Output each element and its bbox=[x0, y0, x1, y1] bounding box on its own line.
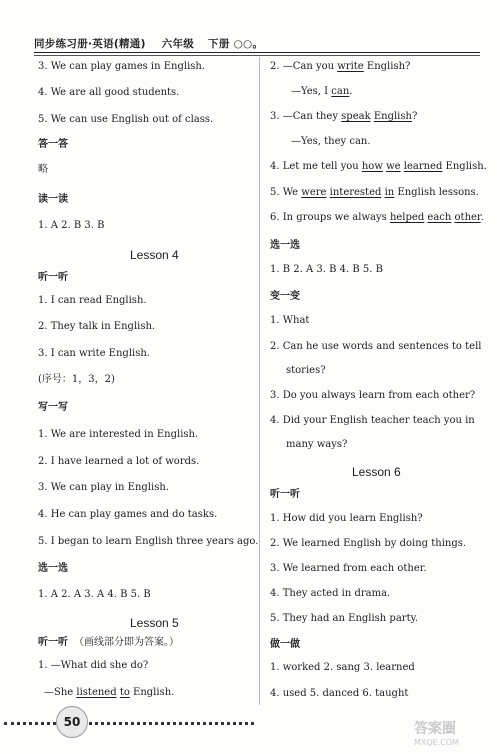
text-segment: 6. In groups we always bbox=[270, 212, 390, 223]
answer-line bbox=[38, 113, 213, 127]
answer-line bbox=[38, 86, 179, 100]
underlined-answer: to bbox=[119, 687, 130, 698]
text-segment: 2. —Can you bbox=[270, 61, 338, 72]
answer-line bbox=[44, 686, 174, 700]
answer-line bbox=[270, 160, 487, 174]
book-title: 同步练习册·英语(精通) bbox=[34, 38, 146, 50]
footer-dotted-line bbox=[4, 722, 254, 729]
text-segment: 1. How did you learn English? bbox=[270, 513, 423, 524]
text-segment: 做一做 bbox=[270, 639, 300, 650]
text-segment: English. bbox=[442, 161, 487, 172]
answer-line bbox=[38, 481, 169, 495]
lesson-heading bbox=[130, 248, 179, 262]
underlined-answer: other bbox=[454, 212, 481, 223]
section-heading bbox=[38, 138, 68, 152]
answer-line bbox=[270, 687, 408, 701]
header-rule-thin bbox=[34, 55, 480, 56]
text-segment: 写一写 bbox=[38, 402, 68, 413]
watermark-title: 答案圈 bbox=[414, 721, 456, 737]
underlined-answer: interested bbox=[329, 187, 382, 198]
text-segment: 3. We learned from each other. bbox=[270, 563, 427, 574]
text-segment: —She bbox=[44, 687, 77, 698]
answer-line bbox=[38, 659, 148, 673]
section-heading bbox=[270, 638, 300, 652]
text-segment: —Yes, I bbox=[291, 86, 332, 97]
underlined-answer: in bbox=[384, 187, 395, 198]
text-segment: ? bbox=[411, 111, 418, 122]
section-heading bbox=[38, 562, 68, 576]
header-rule bbox=[34, 52, 480, 53]
text-segment: . bbox=[349, 86, 353, 97]
answer-line bbox=[270, 263, 383, 277]
underlined-answer: write bbox=[337, 61, 364, 72]
text-segment: 4. He can play games and do tasks. bbox=[38, 509, 218, 520]
underlined-answer: English bbox=[373, 111, 412, 122]
text-segment: 1. A 2. B 3. B bbox=[38, 220, 105, 231]
answer-line bbox=[270, 587, 390, 601]
text-segment: Lesson 6 bbox=[352, 465, 401, 479]
text-segment: stories? bbox=[286, 365, 326, 376]
text-segment: 1. B 2. A 3. B 4. B 5. B bbox=[270, 264, 383, 275]
text-segment: 4. They acted in drama. bbox=[270, 588, 391, 599]
section-heading bbox=[38, 401, 68, 415]
text-segment: 4. used 5. danced 6. taught bbox=[270, 688, 409, 699]
text-segment: 1. We are interested in English. bbox=[38, 429, 199, 440]
text-segment: 1. What bbox=[270, 315, 310, 326]
answer-line bbox=[270, 340, 481, 354]
lesson-heading bbox=[352, 465, 401, 479]
text-segment: 5. We bbox=[270, 187, 302, 198]
text-segment: 1. worked 2. sang 3. learned bbox=[270, 662, 415, 673]
text-segment: 听一听 bbox=[38, 272, 68, 283]
section-heading bbox=[270, 290, 300, 304]
section-heading bbox=[270, 239, 300, 253]
answer-line bbox=[38, 428, 198, 442]
answer-line bbox=[270, 414, 475, 428]
answer-line bbox=[291, 135, 371, 149]
text-segment: 2. Can he use words and sentences to tell bbox=[270, 341, 482, 352]
answer-line bbox=[38, 588, 151, 602]
text-segment: 2. I have learned a lot of words. bbox=[38, 456, 200, 467]
answer-line bbox=[270, 211, 484, 225]
answer-line bbox=[270, 562, 427, 576]
text-segment: 略 bbox=[38, 164, 48, 175]
underlined-answer: listened bbox=[76, 687, 117, 698]
answer-line bbox=[38, 163, 48, 177]
text-segment: Lesson 5 bbox=[130, 616, 179, 630]
text-segment: . bbox=[480, 212, 484, 223]
text-segment: 3. I can write English. bbox=[38, 348, 150, 359]
volume-label: 下册 ○○。 bbox=[208, 38, 264, 50]
instruction-note: （画线部分即为答案。） bbox=[74, 637, 179, 648]
text-segment: 答一答 bbox=[38, 139, 68, 150]
underlined-answer: how bbox=[361, 161, 383, 172]
text-segment: 4. Let me tell you bbox=[270, 161, 362, 172]
answer-line bbox=[270, 389, 475, 403]
answer-line bbox=[270, 186, 479, 200]
underlined-answer: each bbox=[427, 212, 452, 223]
answer-line bbox=[291, 85, 352, 99]
text-segment: 1. A 2. A 3. A 4. B 5. B bbox=[38, 589, 151, 600]
text-segment: 选一选 bbox=[270, 240, 300, 251]
answer-line bbox=[38, 219, 104, 233]
answer-line bbox=[38, 455, 199, 469]
text-segment: 3. We can play games in English. bbox=[38, 61, 206, 72]
text-segment: 2. We learned English by doing things. bbox=[270, 538, 467, 549]
underlined-answer: we bbox=[386, 161, 401, 172]
lesson-heading bbox=[130, 616, 179, 630]
answer-line bbox=[270, 110, 417, 124]
answer-line bbox=[38, 347, 150, 361]
text-segment: 3. Do you always learn from each other? bbox=[270, 390, 476, 401]
underlined-answer: learned bbox=[403, 161, 443, 172]
text-segment: English lessons. bbox=[394, 187, 479, 198]
watermark-logo bbox=[414, 718, 494, 752]
text-segment: 读一读 bbox=[38, 194, 68, 205]
text-segment: 1. I can read English. bbox=[38, 295, 147, 306]
section-heading bbox=[270, 488, 300, 502]
answer-line bbox=[38, 294, 147, 308]
text-segment: 听一听 bbox=[38, 637, 68, 648]
underlined-answer: were bbox=[301, 187, 327, 198]
answer-line bbox=[286, 364, 326, 378]
text-segment: 1. —What did she do? bbox=[38, 660, 149, 671]
answer-line bbox=[38, 535, 258, 549]
text-segment: 2. They talk in English. bbox=[38, 321, 156, 332]
text-segment: (序号：1，3，2) bbox=[38, 374, 115, 385]
text-segment: 变一变 bbox=[270, 291, 300, 302]
text-segment: English. bbox=[129, 687, 175, 698]
text-segment: 5. I began to learn English three years ago. bbox=[38, 536, 259, 547]
page-header bbox=[34, 36, 480, 52]
grade-label: 六年级 bbox=[161, 38, 195, 50]
text-segment: —Yes, they can. bbox=[291, 136, 371, 147]
answer-line bbox=[270, 661, 415, 675]
page-number: 50 bbox=[56, 706, 88, 738]
watermark-site: MXQE.COM bbox=[414, 738, 460, 747]
text-segment: 听一听 bbox=[270, 489, 300, 500]
underlined-answer: speak bbox=[341, 111, 371, 122]
column-divider bbox=[259, 57, 260, 705]
text-segment: English? bbox=[363, 61, 411, 72]
answer-line bbox=[270, 314, 309, 328]
answer-line bbox=[38, 508, 217, 522]
section-heading bbox=[38, 193, 68, 207]
section-heading bbox=[38, 636, 179, 650]
answer-line bbox=[270, 537, 466, 551]
answer-line bbox=[270, 612, 418, 626]
text-segment: 3. We can play in English. bbox=[38, 482, 169, 493]
answer-line bbox=[286, 438, 347, 452]
answer-line bbox=[38, 60, 205, 74]
answer-line bbox=[38, 320, 155, 334]
text-segment: 5. They had an English party. bbox=[270, 613, 419, 624]
text-segment: 选一选 bbox=[38, 563, 68, 574]
text-segment: 4. Did your English teacher teach you in bbox=[270, 415, 475, 426]
answer-line bbox=[270, 60, 410, 74]
underlined-answer: helped bbox=[389, 212, 425, 223]
underlined-answer: can bbox=[331, 86, 350, 97]
section-heading bbox=[38, 271, 68, 285]
answer-line bbox=[38, 373, 115, 387]
text-segment: 5. We can use English out of class. bbox=[38, 114, 214, 125]
text-segment: Lesson 4 bbox=[130, 248, 179, 262]
text-segment: many ways? bbox=[286, 439, 348, 450]
answer-line bbox=[270, 512, 423, 526]
text-segment: 3. —Can they bbox=[270, 111, 342, 122]
text-segment: 4. We are all good students. bbox=[38, 87, 180, 98]
